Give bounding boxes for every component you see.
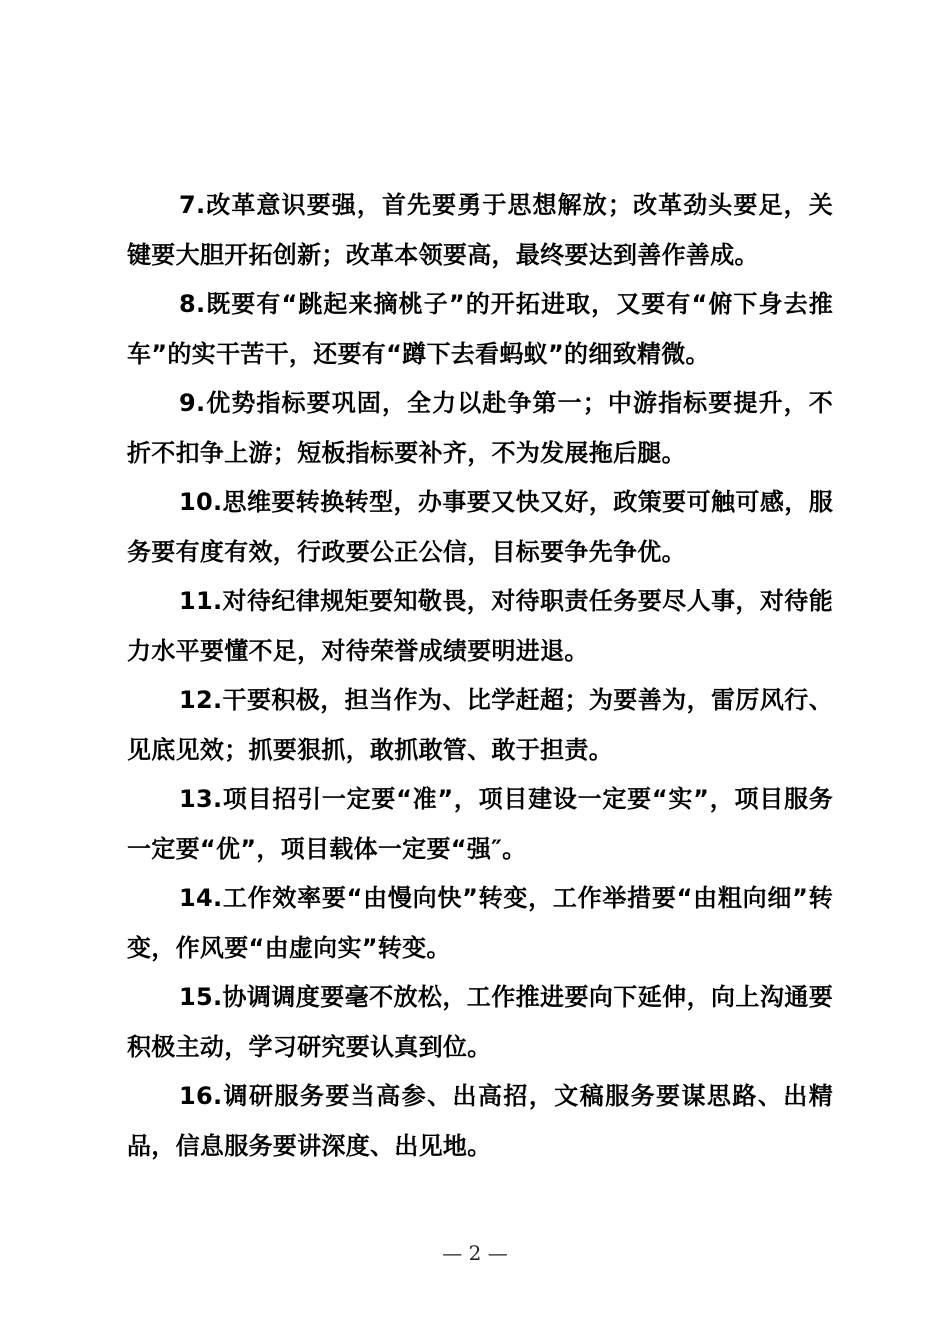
paragraph-12: 12.干要积极，担当作为、比学赶超；为要善为，雷厉风行、见底见效；抓要狠抓，敢抓敢管、敢于担责。: [127, 686, 833, 764]
paragraph-16: 16.调研服务要当高参、出高招，文稿服务要谋思路、出精品，信息服务要讲深度、出见地。: [127, 1082, 833, 1160]
document-body: [127, 181, 833, 1171]
paragraph-14: 14.工作效率要“由慢向快”转变，工作举措要“由粗向细”转变，作风要“由虚向实”转变。: [127, 884, 833, 962]
page-number: — 2 —: [442, 1241, 508, 1265]
paragraph-9: 9.优势指标要巩固，全力以赴争第一；中游指标要提升，不折不扣争上游；短板指标要补齐，不为发展拖后腿。: [127, 389, 833, 467]
paragraph-7: 7.改革意识要强，首先要勇于思想解放；改革劲头要足，关键要大胆开拓创新；改革本领要高，最终要达到善作善成。: [127, 191, 833, 269]
paragraph-11: 11.对待纪律规矩要知敬畏，对待职责任务要尽人事，对待能力水平要懂不足，对待荣誉成绩要明进退。: [127, 587, 833, 665]
paragraph-8: 8.既要有“跳起来摘桃子”的开拓进取，又要有“俯下身去推车”的实干苦干，还要有“蹲下去看蚂蚁”的细致精微。: [127, 290, 833, 368]
paragraph-15: 15.协调调度要毫不放松，工作推进要向下延伸，向上沟通要积极主动，学习研究要认真到位。: [127, 983, 833, 1061]
paragraph-10: 10.思维要转换转型，办事要又快又好，政策要可触可感，服务要有度有效，行政要公正公信，目标要争先争优。: [127, 488, 833, 566]
paragraph-13: 13.项目招引一定要“准”，项目建设一定要“实”，项目服务一定要“优”，项目载体一定要“强″。: [127, 785, 833, 863]
